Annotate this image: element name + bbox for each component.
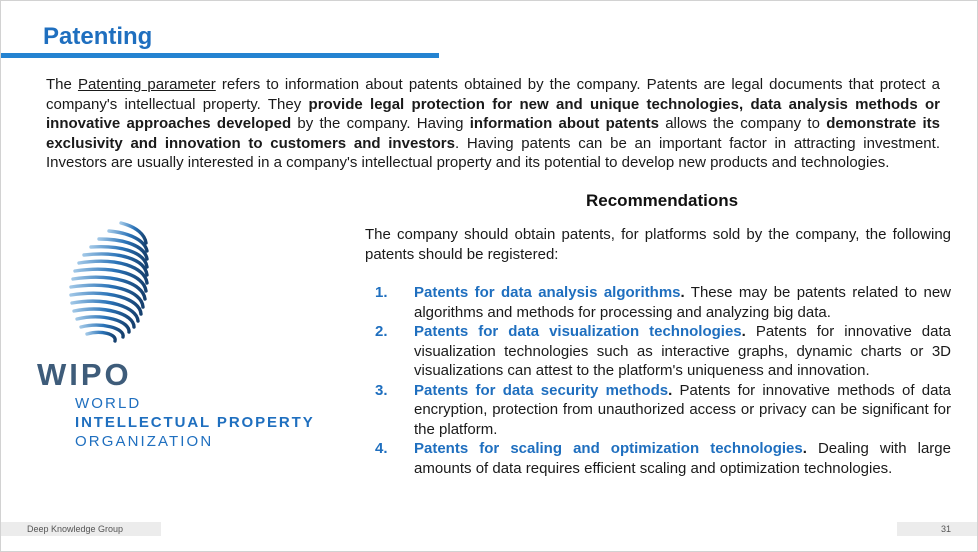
intro-paragraph bbox=[46, 75, 940, 173]
list-item-dot: . bbox=[802, 440, 807, 457]
list-item-dot: . bbox=[680, 284, 685, 301]
intro-text-1: The bbox=[46, 76, 78, 93]
list-item-title: Patents for data visualization technologies bbox=[414, 323, 742, 340]
list-item bbox=[365, 439, 951, 478]
list-item-number: 4. bbox=[375, 440, 388, 457]
list-item bbox=[365, 322, 951, 381]
list-item-text: Dealing with large amounts of data requires efficient scaling and optimization technologies. bbox=[414, 440, 951, 477]
intro-text-4: allows the company to bbox=[658, 115, 827, 132]
list-item bbox=[365, 381, 951, 440]
list-item-number: 1. bbox=[375, 284, 388, 301]
intro-bold-1: provide legal protection for new and unique technologies, data analysis methods or innovative approaches developed bbox=[46, 95, 940, 132]
recommendations-list bbox=[365, 283, 951, 478]
list-item-title: Patents for data analysis algorithms bbox=[414, 284, 681, 301]
intro-bold-2: information about patents bbox=[469, 115, 659, 132]
intro-bold-3: demonstrate its exclusivity and innovation to customers and investors bbox=[46, 115, 940, 152]
list-item-number: 2. bbox=[375, 323, 388, 340]
intro-text-5: . Having patents can be an important factor in attracting investment. Investors are usually interested in a company's intellectual property and its potential to develop new products and technologies. bbox=[46, 134, 940, 171]
wipo-logo-line-1: WORLD bbox=[75, 395, 142, 412]
intro-term: Patenting parameter bbox=[77, 76, 216, 93]
intro-text-3: by the company. Having bbox=[291, 115, 470, 132]
list-item-dot: . bbox=[741, 323, 746, 340]
list-item bbox=[365, 283, 951, 322]
wipo-logo-line-3: ORGANIZATION bbox=[75, 433, 214, 450]
list-item-text: Patents for innovative methods of data encryption, protection from unauthorized access or privacy can be significant for the platform. bbox=[414, 381, 951, 438]
wipo-logo bbox=[37, 219, 367, 451]
list-item-text: These may be patents related to new algorithms and methods for processing and analyzing big data. bbox=[414, 284, 951, 321]
wipo-logo-line-2: INTELLECTUAL PROPERTY bbox=[75, 414, 315, 431]
title-underline bbox=[1, 53, 439, 58]
list-item-title: Patents for scaling and optimization technologies bbox=[414, 440, 803, 457]
wipo-logo-name: WIPO bbox=[37, 357, 132, 392]
list-item-title: Patents for data security methods bbox=[414, 381, 669, 399]
wipo-globe-icon bbox=[37, 219, 157, 359]
recommendations-heading: Recommendations bbox=[586, 191, 739, 210]
footer-company: Deep Knowledge Group bbox=[1, 522, 161, 536]
intro-text-2: refers to information about patents obtained by the company. Patents are legal documents that protect a company's intellectual property. They bbox=[46, 76, 940, 113]
list-item-number: 3. bbox=[375, 381, 388, 399]
page-title: Patenting bbox=[43, 23, 153, 50]
list-item-dot: . bbox=[668, 381, 673, 399]
list-item-text: Patents for innovative data visualization technologies such as interactive graphs, dynamic charts or 3D visualizations can attest to the platform's uniqueness and innovation. bbox=[414, 323, 951, 379]
recommendations-intro: The company should obtain patents, for platforms sold by the company, the following patents should be registered: bbox=[365, 226, 951, 263]
page-number: 31 bbox=[897, 522, 977, 536]
